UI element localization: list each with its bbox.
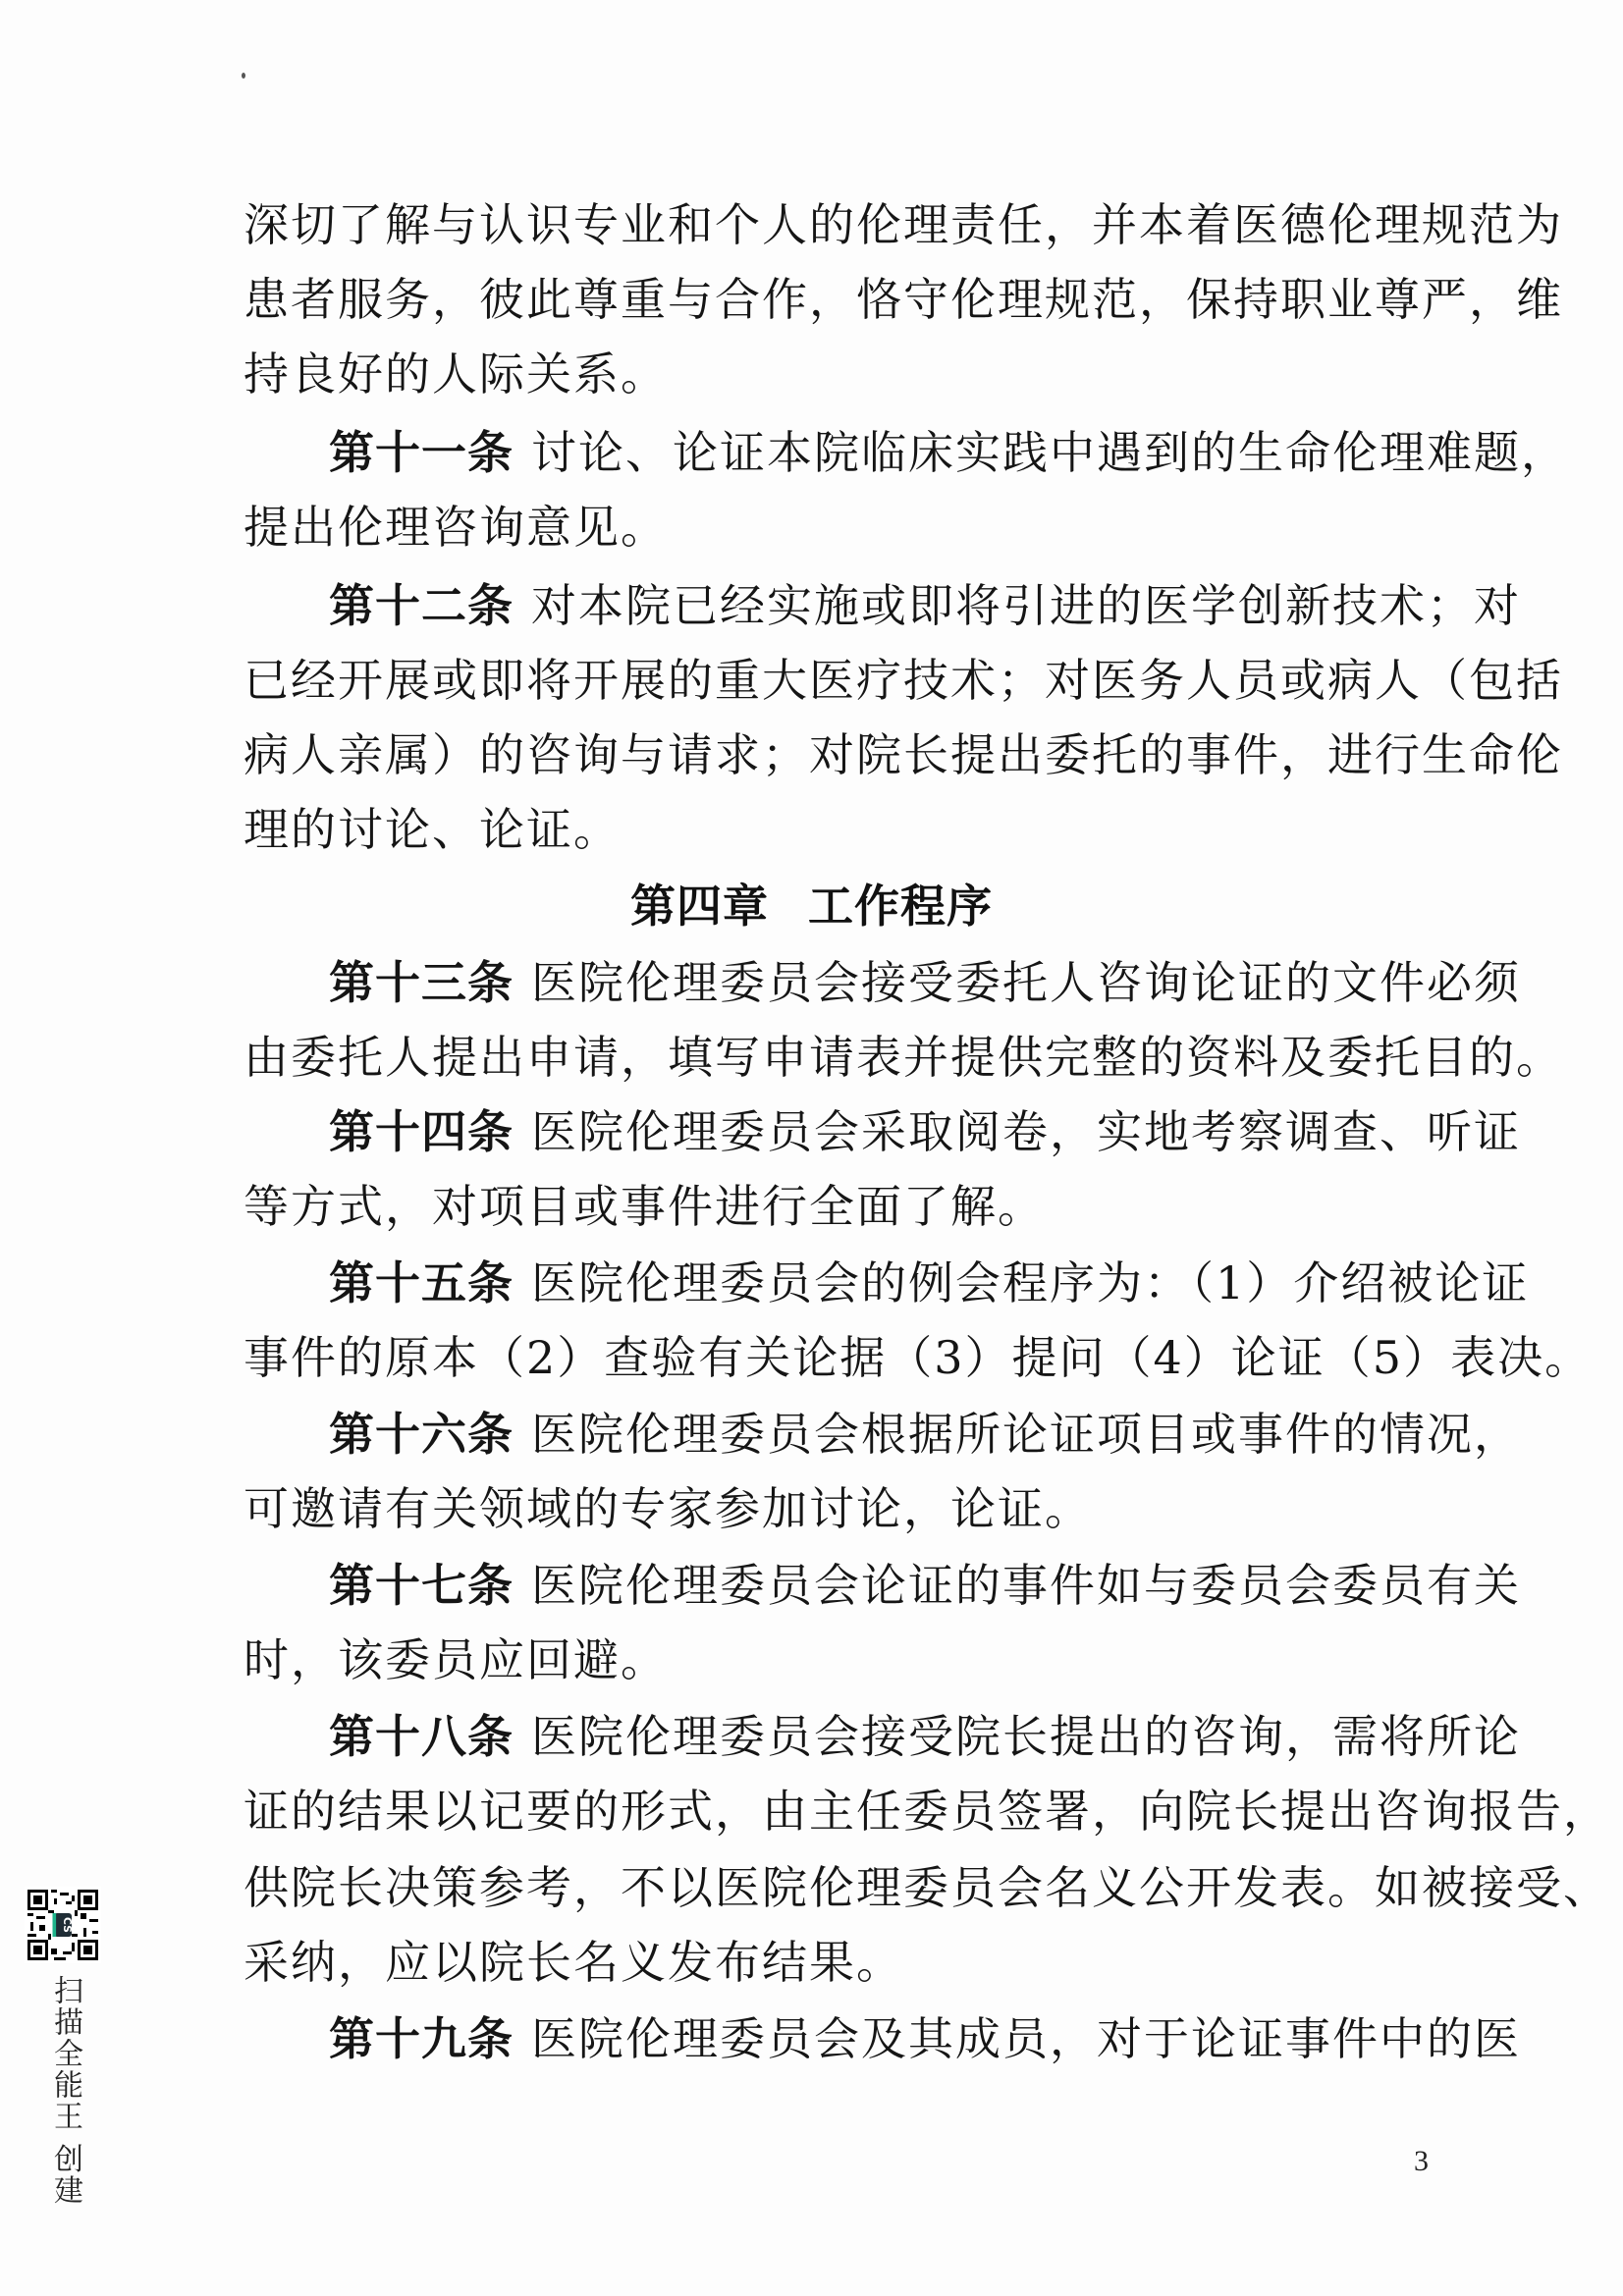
text-line — [243, 1628, 1422, 1692]
article-number: 第十二条 — [329, 579, 514, 632]
text-line — [243, 342, 1422, 406]
line-text: 医院伦理委员会根据所论证项目或事件的情况， — [531, 1408, 1521, 1461]
line-text: 医院伦理委员会及其成员，对于论证事件中的医 — [531, 2012, 1521, 2065]
scanner-qr-code[interactable] — [25, 1887, 101, 1963]
text-line — [243, 495, 1422, 560]
page-number: 3 — [1414, 2145, 1429, 2177]
line-text: 可邀请有关领域的专家参加讨论，论证。 — [243, 1482, 1092, 1535]
article-line — [329, 1251, 1530, 1315]
line-text: 事件的原本（2）查验有关论据（3）提问（4）论证（5）表决。 — [243, 1331, 1593, 1384]
article-number: 第十七条 — [329, 1559, 514, 1612]
qr-code-icon — [25, 1887, 101, 1963]
line-text: 供院长决策参考，不以医院伦理委员会名义公开发表。如被接受、 — [243, 1861, 1610, 1914]
text-line — [243, 1779, 1610, 1843]
line-text: 等方式，对项目或事件进行全面了解。 — [243, 1180, 1045, 1233]
article-line — [329, 1553, 1521, 1618]
article-line — [329, 420, 1568, 485]
line-text: 对本院已经实施或即将引进的医学创新技术；对 — [531, 579, 1521, 632]
line-text: 讨论、论证本院临床实践中遇到的生命伦理难题， — [531, 426, 1568, 479]
line-text: 理的讨论、论证。 — [243, 803, 621, 856]
text-line — [243, 1025, 1563, 1090]
article-number: 第十一条 — [329, 426, 514, 479]
text-line — [243, 1325, 1593, 1390]
text-line — [243, 267, 1563, 332]
article-number: 第十八条 — [329, 1710, 514, 1763]
text-line — [243, 797, 1422, 862]
article-line — [329, 1402, 1521, 1467]
text-line — [243, 1855, 1610, 1920]
text-line — [243, 1930, 1422, 1995]
line-text: 患者服务，彼此尊重与合作，恪守伦理规范，保持职业尊严，维 — [243, 273, 1563, 326]
text-line — [243, 1476, 1422, 1541]
line-text: 医院伦理委员会的例会程序为：（1）介绍被论证 — [531, 1256, 1530, 1309]
line-text: 医院伦理委员会接受委托人咨询论证的文件必须 — [531, 956, 1521, 1009]
article-line — [329, 1099, 1521, 1164]
chapter-title: 工作程序 — [808, 880, 993, 933]
scan-speck — [242, 73, 245, 79]
article-line — [329, 950, 1521, 1015]
text-line — [243, 1174, 1422, 1239]
line-text: 医院伦理委员会采取阅卷，实地考察调查、听证 — [531, 1105, 1521, 1158]
article-number: 第十三条 — [329, 956, 514, 1009]
article-number: 第十九条 — [329, 2012, 514, 2065]
chapter-number: 第四章 — [630, 880, 769, 933]
text-line — [243, 722, 1563, 787]
line-text: 持良好的人际关系。 — [243, 347, 668, 400]
article-line — [329, 2006, 1521, 2071]
line-text: 采纳，应以院长名义发布结果。 — [243, 1936, 903, 1989]
cs-badge: CS — [60, 1917, 74, 1933]
line-text: 证的结果以记要的形式，由主任委员签署，向院长提出咨询报告， — [243, 1785, 1610, 1838]
line-text: 医院伦理委员会接受院长提出的咨询，需将所论 — [531, 1710, 1521, 1763]
line-text: 提出伦理咨询意见。 — [243, 501, 668, 554]
line-text: 由委托人提出申请，填写申请表并提供完整的资料及委托目的。 — [243, 1031, 1563, 1084]
text-line — [243, 192, 1563, 257]
article-number: 第十六条 — [329, 1408, 514, 1461]
article-line — [329, 573, 1521, 638]
line-text: 深切了解与认识专业和个人的伦理责任，并本着医德伦理规范为 — [243, 198, 1563, 251]
line-text: 医院伦理委员会论证的事件如与委员会委员有关 — [531, 1559, 1521, 1612]
text-line — [243, 648, 1563, 713]
line-text: 已经开展或即将开展的重大医疗技术；对医务人员或病人（包括 — [243, 654, 1563, 707]
article-number: 第十四条 — [329, 1105, 514, 1158]
article-line — [329, 1704, 1521, 1769]
chapter-heading — [0, 874, 1623, 938]
scanner-watermark-text: 扫描全能王 创建 — [48, 1975, 82, 2207]
article-number: 第十五条 — [329, 1256, 514, 1309]
line-text: 时，该委员应回避。 — [243, 1633, 668, 1686]
line-text: 病人亲属）的咨询与请求；对院长提出委托的事件，进行生命伦 — [243, 728, 1563, 781]
